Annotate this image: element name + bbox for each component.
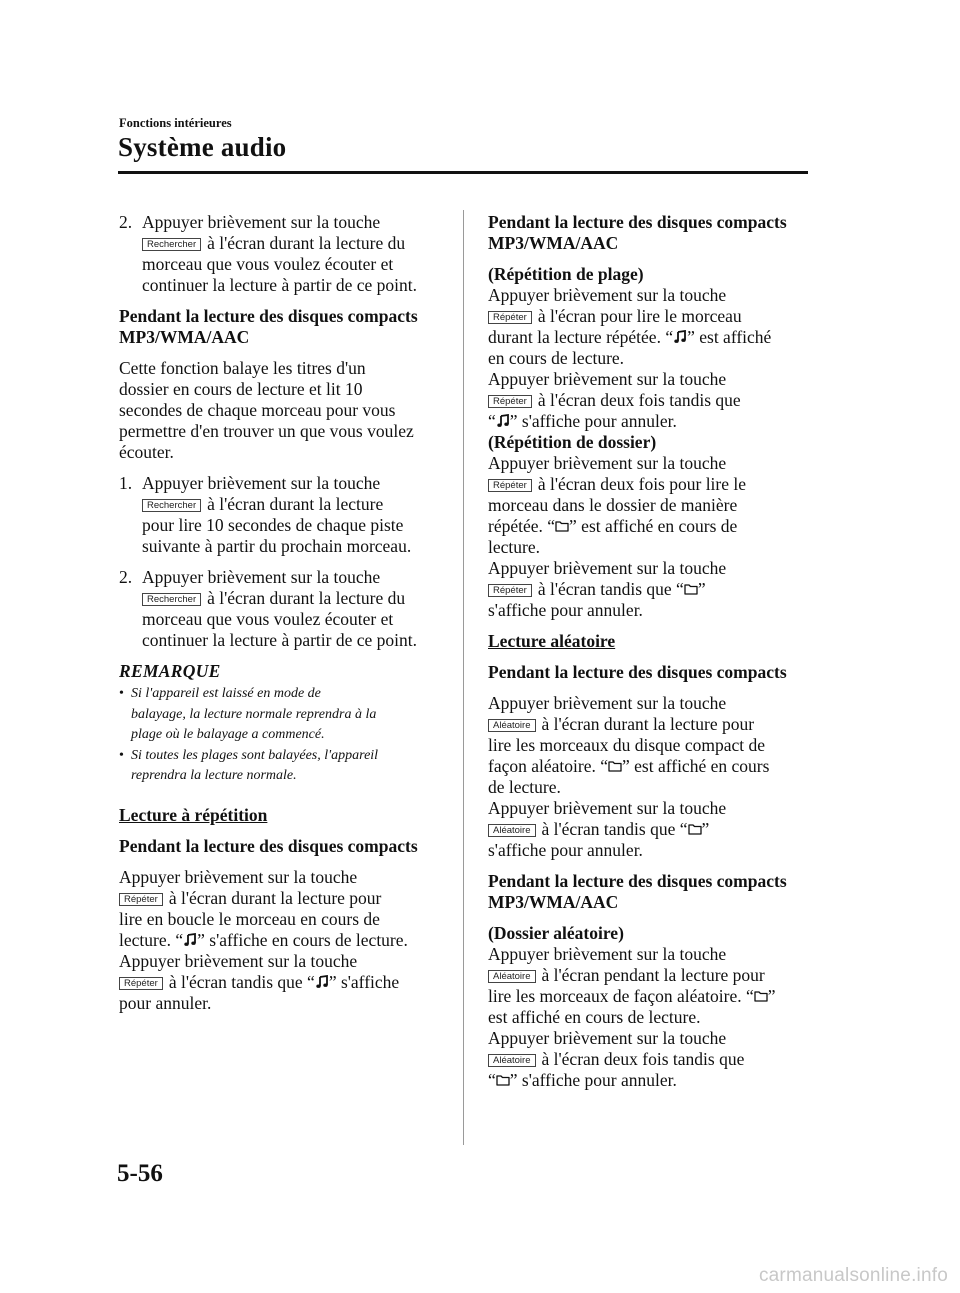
header-rule: [118, 171, 808, 174]
music-note-icon: [673, 330, 687, 344]
step-number: 2.: [119, 567, 133, 587]
step-number: 2.: [119, 212, 133, 232]
subheading-track-repeat: (Répétition de plage): [488, 264, 644, 284]
page-number: 5-56: [117, 1160, 163, 1187]
repeter-button-image: Répéter: [488, 395, 532, 408]
aleatoire-button-image: Aléatoire: [488, 824, 536, 837]
folder-icon: [555, 519, 569, 533]
repeter-button-image: Répéter: [488, 584, 532, 597]
subheading-folder-random: (Dossier aléatoire): [488, 923, 624, 943]
note-item: • Si l'appareil est laissé en mode de balayage, la lecture normale reprendra à la plage où le balayage a commencé.: [119, 686, 377, 742]
music-note-icon: [183, 933, 197, 947]
subheading: MP3/WMA/AAC: [488, 892, 619, 912]
aleatoire-button-image: Aléatoire: [488, 719, 536, 732]
subheading: MP3/WMA/AAC: [488, 233, 619, 253]
subheading: Pendant la lecture des disques compacts: [119, 306, 418, 326]
folder-icon: [684, 582, 698, 596]
subheading: MP3/WMA/AAC: [119, 327, 250, 347]
repeter-button-image: Répéter: [119, 893, 163, 906]
right-column: Pendant la lecture des disques compacts MP3/WMA/AAC (Répétition de plage) Appuyer brièvement sur la touche Répéter à l'écran pour lire le morceau durant la lecture répétée. “ ” est affiché en cours de lecture. Appuyer brièvement sur la touche Répéter à l'écran deux fois tandis que “ ” s'affiche pour annuler. (Répétition de dossier) Appuyer brièvement sur la touche Répéter à l'écran deux fois pour lire le morceau dans le dossier de manière répétée. “ ” est affiché en cours de lecture. Appuyer brièvement sur la touche Répéter à l'écran tandis que “ ” s'affiche pour annuler. Lecture aléatoire Pendant la lecture des disques compacts Appuyer brièvement sur la touche Aléatoire à l'écran durant la lecture pour lire les morceaux du disque compact de façon aléatoire. “ ” est affiché en cours de lecture. Appuyer brièvement sur la touche Aléatoire à l'écran tandis que “ ” s'affiche pour annuler. Pendant la lecture des disques compacts MP3/WMA/AAC (Dossier aléatoire) Appuyer brièvement sur la touche Aléatoire à l'écran pendant la lecture pour lire les morceaux de façon aléatoire. “ ” est affiché en cours de lecture. Appuyer brièvement sur la touche Aléatoire à l'écran deux fois tandis que “ ” s'affiche pour annuler.: [488, 212, 813, 1091]
note-list: [119, 684, 441, 787]
left-column: 2. Appuyer brièvement sur la touche Rechercher à l'écran durant la lecture du morceau que vous voulez écouter et continuer la lecture à partir de ce point. Pendant la lecture des disques compacts MP3/WMA/AAC Cette fonction balaye les titres d'un dossier en cours de lecture et lit 10 secondes de chaque morceau pour vous permettre d'en trouver un que vous voulez écouter. 1. Appuyer brièvement sur la touche Rechercher à l'écran durant la lecture pour lire 10 secondes de chaque piste suivante à partir du prochain morceau. 2. Appuyer brièvement sur la touche Rechercher à l'écran durant la lecture du morceau que vous voulez écouter et continuer la lecture à partir de ce point. REMARQUE • Si l'appareil est laissé en mode de balayage, la lecture normale reprendra à la plage où le balayage a commencé. • Si toutes les plages sont balayées, l'appareil reprendra la lecture normale. Lecture à répétition Pendant la lecture des disques compacts Appuyer brièvement sur la touche Répéter à l'écran durant la lecture pour lire en boucle le morceau en cours de lecture. “ ” s'affiche en cours de lecture. Appuyer brièvement sur la touche Répéter à l'écran tandis que “ ” s'affiche pour annuler.: [119, 212, 441, 1014]
music-note-icon: [315, 975, 329, 989]
repeter-button-image: Répéter: [488, 479, 532, 492]
music-note-icon: [496, 414, 510, 428]
step-2-search: 2. Appuyer brièvement sur la touche Rechercher à l'écran durant la lecture du morceau que vous voulez écouter et continuer la lecture à partir de ce point.: [119, 212, 418, 295]
rechercher-button-image: Rechercher: [142, 499, 201, 512]
note-item: • Si toutes les plages sont balayées, l'appareil reprendra la lecture normale.: [119, 747, 379, 783]
folder-icon: [608, 759, 622, 773]
repeter-button-image: Répéter: [488, 311, 532, 324]
section-kicker: Fonctions intérieures: [119, 116, 232, 130]
aleatoire-button-image: Aléatoire: [488, 970, 536, 983]
column-divider: [463, 210, 464, 1145]
subheading: Pendant la lecture des disques compacts: [488, 212, 787, 232]
folder-icon: [496, 1073, 510, 1087]
subheading: Pendant la lecture des disques compacts: [119, 835, 418, 856]
watermark: carmanualsonline.info: [758, 1265, 948, 1286]
step-2-scan: 2. Appuyer brièvement sur la touche Rechercher à l'écran durant la lecture du morceau que vous voulez écouter et continuer la lecture à partir de ce point.: [119, 567, 418, 650]
step-number: 1.: [119, 473, 133, 493]
bullet-icon: •: [119, 747, 124, 763]
section-heading-random: Lecture aléatoire: [488, 631, 616, 651]
subheading: Pendant la lecture des disques compacts: [488, 871, 787, 891]
step-1-scan: 1. Appuyer brièvement sur la touche Rechercher à l'écran durant la lecture pour lire 10 secondes de chaque piste suivante à partir du prochain morceau.: [119, 473, 412, 556]
repeter-button-image: Répéter: [119, 977, 163, 990]
rechercher-button-image: Rechercher: [142, 593, 201, 606]
bullet-icon: •: [119, 686, 124, 701]
folder-icon: [688, 822, 702, 836]
note-title: REMARQUE: [119, 661, 221, 681]
subheading-folder-repeat: (Répétition de dossier): [488, 432, 657, 452]
subheading: Pendant la lecture des disques compacts: [488, 662, 787, 682]
section-heading-repeat: Lecture à répétition: [119, 804, 268, 825]
aleatoire-button-image: Aléatoire: [488, 1054, 536, 1067]
page-title: Système audio: [118, 132, 287, 162]
rechercher-button-image: Rechercher: [142, 238, 201, 251]
folder-icon: [754, 989, 768, 1003]
